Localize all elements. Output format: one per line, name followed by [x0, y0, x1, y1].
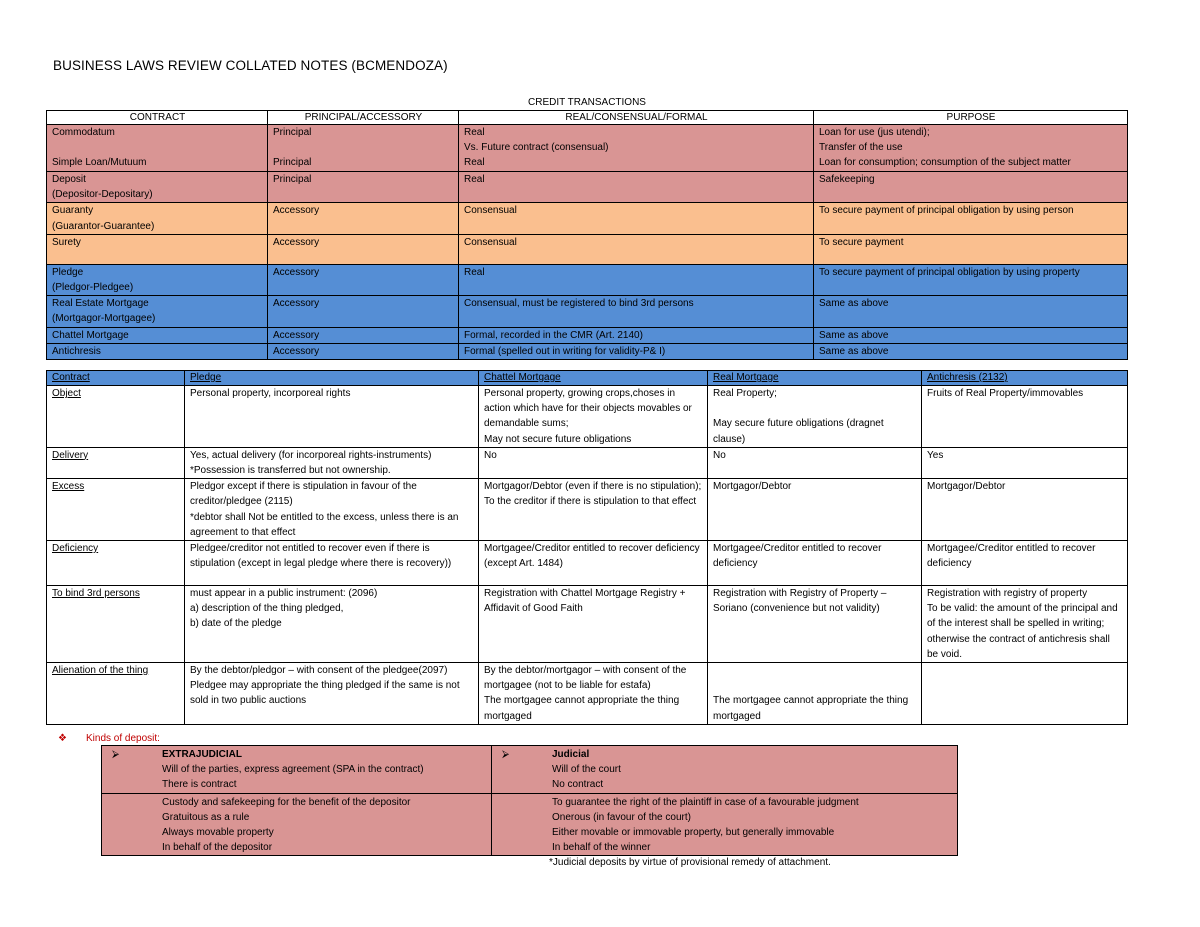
contract-cell: Surety — [47, 234, 268, 264]
antichresis-cell: Yes — [922, 447, 1128, 478]
kind-cell: Accessory — [268, 296, 459, 327]
table-row — [102, 793, 958, 856]
real-mortgage-cell: No — [708, 447, 922, 478]
row-label: Excess — [47, 479, 185, 541]
antichresis-cell: Mortgagee/Creditor entitled to recover deficiency — [922, 541, 1128, 586]
contract-cell: Deposit (Depositor-Depositary) — [47, 172, 268, 203]
arrow-bullet-icon: ⮚ — [112, 749, 120, 760]
contract-cell: Pledge (Pledgor-Pledgee) — [47, 264, 268, 295]
column-header: PURPOSE — [814, 111, 1128, 125]
contract-cell: Real Estate Mortgage (Mortgagor-Mortgagee) — [47, 296, 268, 327]
row-label: Alienation of the thing — [47, 663, 185, 725]
table-row — [47, 125, 1128, 172]
chattel-cell: Mortgagee/Creditor entitled to recover deficiency (except Art. 1484) — [479, 541, 708, 586]
nature-cell: Consensual, must be registered to bind 3rd persons — [459, 296, 814, 327]
table-row — [47, 327, 1128, 343]
judicial-cell — [492, 746, 958, 794]
column-header: PRINCIPAL/ACCESSORY — [268, 111, 459, 125]
arrow-bullet-icon: ⮚ — [502, 749, 510, 760]
row-label: Deficiency — [47, 541, 185, 586]
table-header-row — [47, 371, 1128, 386]
chattel-cell: Personal property, growing crops,choses in action which have for their objects movables or demandable sums; May not secure future obligations — [479, 386, 708, 448]
table-row — [47, 343, 1128, 359]
purpose-cell: To secure payment — [814, 234, 1128, 264]
pledge-cell: must appear in a public instrument: (2096) a) description of the thing pledged, b) date of the pledge — [185, 586, 479, 663]
pledge-cell: Pledgee/creditor not entitled to recover even if there is stipulation (except in legal pledge where there is recovery)) — [185, 541, 479, 586]
judicial-heading: Judicial — [552, 749, 590, 760]
real-mortgage-cell: Mortgagor/Debtor — [708, 479, 922, 541]
nature-cell: Real — [459, 264, 814, 295]
page-title: BUSINESS LAWS REVIEW COLLATED NOTES (BCMENDOZA) — [53, 58, 448, 73]
antichresis-cell: Registration with registry of property To be valid: the amount of the principal and of the interest shall be spelled in writing; otherwise the contract of antichresis shall be void. — [922, 586, 1128, 663]
row-label: Object — [47, 386, 185, 448]
judicial-deposit-footnote: *Judicial deposits by virtue of provisional remedy of attachment. — [549, 857, 831, 868]
purpose-cell: Safekeeping — [814, 172, 1128, 203]
table-row — [47, 447, 1128, 478]
column-header: REAL/CONSENSUAL/FORMAL — [459, 111, 814, 125]
judicial-details-cell: To guarantee the right of the plaintiff in case of a favourable judgment Onerous (in favour of the court) Either movable or immovable property, but generally immovable In behalf of the winner — [492, 793, 958, 856]
table-row — [47, 479, 1128, 541]
column-header: Contract — [47, 371, 185, 386]
table-row — [47, 264, 1128, 295]
table-header-row — [47, 111, 1128, 125]
kind-cell: Accessory — [268, 343, 459, 359]
chattel-cell: No — [479, 447, 708, 478]
pledge-cell: Pledgor except if there is stipulation in favour of the creditor/pledgee (2115) *debtor shall Not be entitled to the excess, unless there is an agreement to that effect — [185, 479, 479, 541]
antichresis-cell — [922, 663, 1128, 725]
pledge-cell: By the debtor/pledgor – with consent of the pledgee(2097) Pledgee may appropriate the thing pledged if the same is not sold in two public auctions — [185, 663, 479, 725]
kind-cell: Principal Principal — [268, 125, 459, 172]
security-comparison-table — [46, 370, 1128, 725]
column-header: Real Mortgage — [708, 371, 922, 386]
purpose-cell: To secure payment of principal obligation by using person — [814, 203, 1128, 234]
pledge-cell: Personal property, incorporeal rights — [185, 386, 479, 448]
contract-cell: Guaranty (Guarantor-Guarantee) — [47, 203, 268, 234]
nature-cell: Consensual — [459, 203, 814, 234]
nature-cell: Consensual — [459, 234, 814, 264]
real-mortgage-cell: Mortgagee/Creditor entitled to recover deficiency — [708, 541, 922, 586]
contract-cell: Commodatum Simple Loan/Mutuum — [47, 125, 268, 172]
antichresis-cell: Mortgagor/Debtor — [922, 479, 1128, 541]
purpose-cell: To secure payment of principal obligation by using property — [814, 264, 1128, 295]
row-label: To bind 3rd persons — [47, 586, 185, 663]
kinds-of-deposit-heading — [58, 733, 160, 744]
antichresis-cell: Fruits of Real Property/immovables — [922, 386, 1128, 448]
table-row — [47, 663, 1128, 725]
table-row — [47, 386, 1128, 448]
extrajudicial-details-cell: Custody and safekeeping for the benefit of the depositor Gratuitous as a rule Always movable property In behalf of the depositor — [102, 793, 492, 856]
real-mortgage-cell: Registration with Registry of Property – Soriano (convenience but not validity) — [708, 586, 922, 663]
table-row — [47, 586, 1128, 663]
purpose-cell: Same as above — [814, 343, 1128, 359]
kinds-of-deposit-label: Kinds of deposit: — [86, 733, 160, 744]
pledge-cell: Yes, actual delivery (for incorporeal rights-instruments) *Possession is transferred but not ownership. — [185, 447, 479, 478]
chattel-cell: Mortgagor/Debtor (even if there is no stipulation); To the creditor if there is stipulation to that effect — [479, 479, 708, 541]
credit-transactions-table — [46, 110, 1128, 360]
real-mortgage-cell: Real Property; May secure future obligations (dragnet clause) — [708, 386, 922, 448]
contract-cell: Antichresis — [47, 343, 268, 359]
column-header: Pledge — [185, 371, 479, 386]
judicial-notes: Will of the court No contract — [552, 764, 621, 791]
column-header: CONTRACT — [47, 111, 268, 125]
kind-cell: Accessory — [268, 203, 459, 234]
diamond-bullet-icon: ❖ — [58, 733, 67, 744]
kind-cell: Accessory — [268, 327, 459, 343]
extrajudicial-notes: Will of the parties, express agreement (SPA in the contract) There is contract — [162, 764, 424, 791]
contract-cell: Chattel Mortgage — [47, 327, 268, 343]
nature-cell: Real Vs. Future contract (consensual) Real — [459, 125, 814, 172]
purpose-cell: Same as above — [814, 327, 1128, 343]
table-row — [47, 234, 1128, 264]
real-mortgage-cell: The mortgagee cannot appropriate the thing mortgaged — [708, 663, 922, 725]
column-header: Chattel Mortgage — [479, 371, 708, 386]
kinds-of-deposit-table — [101, 745, 958, 856]
table-row — [102, 746, 958, 794]
extrajudicial-cell — [102, 746, 492, 794]
chattel-cell: Registration with Chattel Mortgage Registry + Affidavit of Good Faith — [479, 586, 708, 663]
table-row — [47, 203, 1128, 234]
nature-cell: Formal (spelled out in writing for validity-P& I) — [459, 343, 814, 359]
kind-cell: Accessory — [268, 264, 459, 295]
purpose-cell: Same as above — [814, 296, 1128, 327]
kind-cell: Principal — [268, 172, 459, 203]
nature-cell: Real — [459, 172, 814, 203]
purpose-cell: Loan for use (jus utendi); Transfer of the use Loan for consumption; consumption of the subject matter — [814, 125, 1128, 172]
credit-transactions-caption: CREDIT TRANSACTIONS — [528, 97, 646, 108]
table-row — [47, 541, 1128, 586]
kind-cell: Accessory — [268, 234, 459, 264]
row-label: Delivery — [47, 447, 185, 478]
column-header: Antichresis (2132) — [922, 371, 1128, 386]
table-row — [47, 296, 1128, 327]
chattel-cell: By the debtor/mortgagor – with consent of the mortgagee (not to be liable for estafa) The mortgagee cannot appropriate the thing mortgaged — [479, 663, 708, 725]
table-row — [47, 172, 1128, 203]
extrajudicial-heading: EXTRAJUDICIAL — [162, 749, 243, 760]
nature-cell: Formal, recorded in the CMR (Art. 2140) — [459, 327, 814, 343]
